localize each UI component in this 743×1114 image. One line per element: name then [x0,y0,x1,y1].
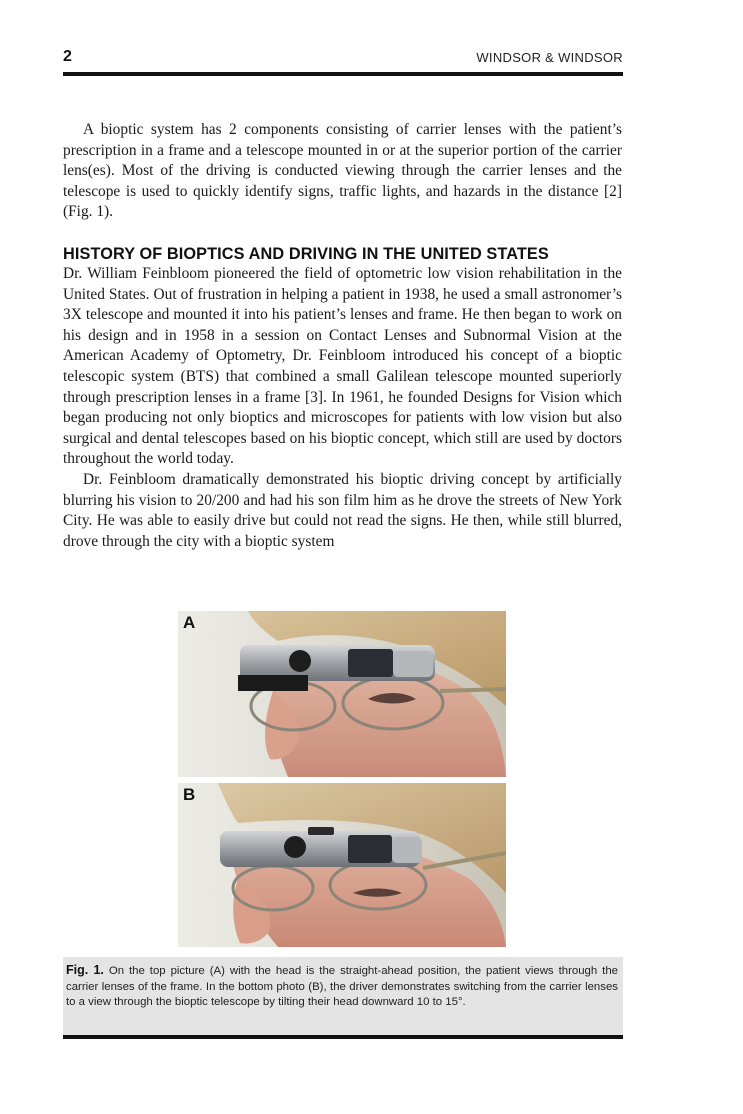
section-heading: HISTORY OF BIOPTICS AND DRIVING IN THE UNITED STATES [63,245,549,263]
running-head: WINDSOR & WINDSOR [476,50,623,65]
page-number: 2 [63,48,72,65]
section-paragraph-1: Dr. William Feinbloom pioneered the field of optometric low vision rehabilitation in the United States. Out of frustration in helping a patient in 1938, he used a small astronomer’s 3X telescope and mounted it into his patient’s lenses and frame. He then began to work on his design and in 1958 in a session on Contact Lenses and Subnormal Vision at the American Academy of Optometry, Dr. Feinbloom introduced his concept of a bioptic telescopic system (BTS) that combined a small Galilean telescope mounted superiorly through prescription lenses in a frame [3]. In 1961, he founded Designs for Vision which began producing not only bioptics and microscopes for patients with low vision but also surgical and dental telescopes based on his bioptic concept, which still are used by doctors throughout the world today. [63,265,622,468]
intro-paragraph: A bioptic system has 2 components consisting of carrier lenses with the patient’s prescription in a frame and a telescope mounted in or at the superior portion of the carrier lens(es). Most of the driving is conducted viewing through the carrier lenses and the telescope is used to quickly identify signs, traffic lights, and hazards in the distance [2] (Fig. 1). [63,121,622,221]
caption-body: On the top picture (A) with the head is the straight-ahead position, the patient views through the carrier lenses of the frame. In the bottom photo (B), the driver demonstrates switching from the carrier lenses to a view through the bioptic telescope by tilting their head downward 10 to 15°. [66,965,618,1009]
photo-b-illustration [178,783,506,947]
header-rule [63,72,623,76]
section-body [63,264,622,552]
figure-panel-a [178,611,506,777]
caption-label: Fig. 1. [66,963,104,977]
figure-panel-b [178,783,506,947]
panel-a-label: A [183,613,196,632]
page-header [63,46,623,70]
figure-caption [66,963,618,1011]
panel-b-label: B [183,785,196,804]
photo-a-illustration [178,611,506,777]
section-paragraph-2: Dr. Feinbloom dramatically demonstrated his bioptic driving concept by artificially blurring his vision to 20/200 and had his son film him as he drove the streets of New York City. He was able to easily drive but could not read the signs. He then, while still blurred, drove through the city with a bioptic system [63,470,622,550]
footer-rule [63,1035,623,1039]
intro-paragraph-block [63,120,622,223]
